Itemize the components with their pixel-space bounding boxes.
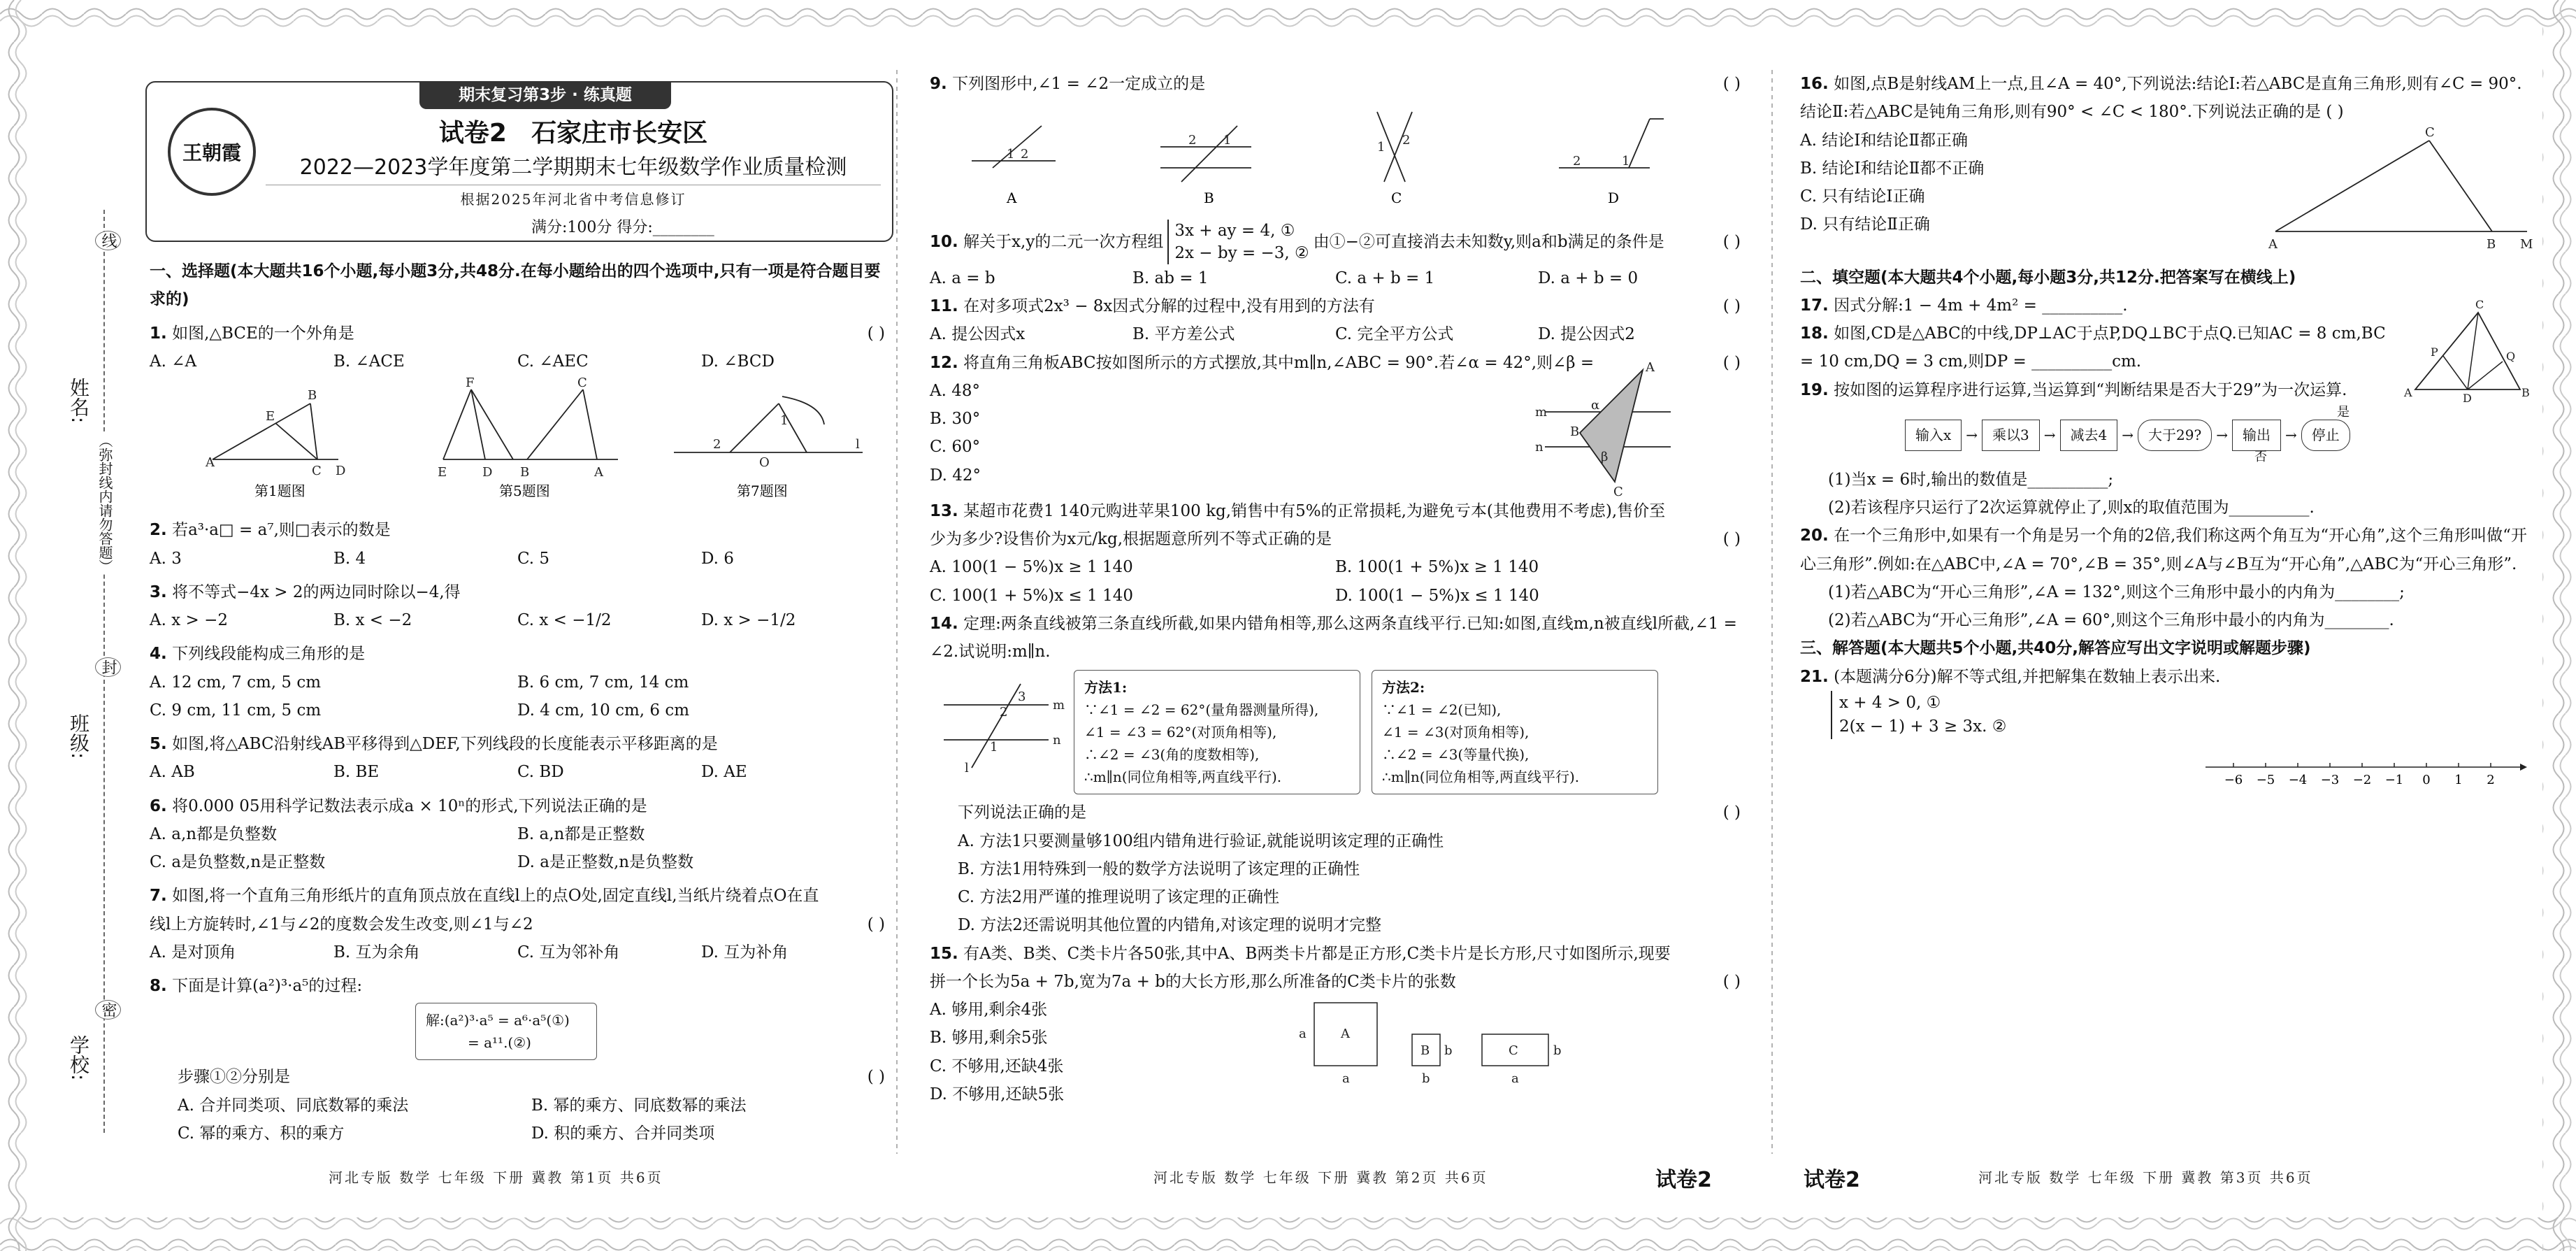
q10-option-a[interactable]: A. a = b: [930, 269, 995, 287]
question-5: [150, 730, 885, 758]
q7-option-d[interactable]: D. 互为补角: [701, 943, 789, 962]
q20-number: 20.: [1800, 527, 1829, 545]
q12-stem: 将直角三角板ABC按如图所示的方式摆放,其中m∥n,∠ABC = 90°.若∠α = 42°,则∠β =: [963, 353, 1595, 372]
q2-stem: 若a³·a□ = a⁷,则□表示的数是: [172, 521, 391, 540]
question-14: [930, 610, 1741, 666]
q14-m2-line-3: ∴∠2 = ∠3(等量代换),: [1382, 746, 1530, 764]
figure-q1: [213, 403, 338, 459]
q12-number: 12.: [930, 353, 958, 372]
svg-text:E: E: [438, 465, 447, 480]
svg-text:A: A: [1341, 1027, 1350, 1042]
question-10: [930, 220, 1741, 264]
q17-stem: 因式分解:1 − 4m + 4m² = __________.: [1834, 296, 2128, 315]
question-6: [150, 792, 885, 820]
q9-figures: [930, 98, 1741, 210]
q13-number: 13.: [930, 501, 958, 520]
svg-text:B: B: [1420, 1043, 1430, 1059]
flow-input: 输入x: [1905, 420, 1962, 451]
svg-text:2: 2: [713, 437, 721, 452]
q20-stem: 在一个三角形中,如果有一个角是另一个角的2倍,我们称这两个角互为“开心角”,这个三角形叫做“开心三角形”.例如:在△ABC中,∠A = 70°,∠B = 35°,则∠A与∠B互为“开心角”,△ABC为“开心三角形”.: [1800, 527, 2527, 573]
column-1: [150, 257, 885, 1148]
q14-method-1: [1074, 670, 1360, 794]
q3-number: 3.: [150, 582, 167, 601]
q15-cards-figure: [1293, 996, 1629, 1101]
q14-option-d[interactable]: D. 方法2还需说明其他位置的内错角,对该定理的说明才完整: [958, 916, 1382, 935]
q9-option-c[interactable]: C: [1391, 190, 1402, 207]
question-7: [150, 882, 885, 938]
q12-figure: [1531, 359, 1685, 499]
name-label: 姓名:: [67, 378, 90, 424]
svg-text:a: a: [1342, 1071, 1350, 1087]
q8-step-2: = a¹¹.(②): [468, 1034, 531, 1052]
logo-text: 王朝霞: [182, 141, 241, 164]
fig-caption-7: 第7题图: [737, 482, 788, 499]
q16-option-b[interactable]: B. 结论Ⅰ和结论Ⅱ都不正确: [1800, 159, 1985, 178]
seal-mark-line: 线: [95, 231, 121, 250]
q10-system: [1167, 220, 1309, 264]
q16-option-d[interactable]: D. 只有结论Ⅱ正确: [1800, 215, 1930, 234]
q12-option-c[interactable]: C. 60°: [930, 438, 981, 457]
q15-block: [930, 996, 1741, 1101]
q1-answer-paren[interactable]: ( ): [867, 324, 885, 343]
q19-number: 19.: [1800, 380, 1829, 399]
svg-text:n: n: [1053, 733, 1061, 748]
svg-text:E: E: [266, 409, 275, 424]
svg-text:a: a: [1299, 1027, 1307, 1042]
svg-text:B: B: [2521, 386, 2530, 399]
q19-sub-2: (2)若该程序只运行了2次运算就停止了,则x的取值范围为__________.: [1828, 499, 2315, 517]
axis-tick-label: 2: [2487, 772, 2495, 787]
school-label: 学校:: [67, 1035, 90, 1081]
figure-q7: [674, 396, 863, 452]
q4-option-d[interactable]: D. 4 cm, 10 cm, 6 cm: [517, 701, 690, 720]
q3-option-a[interactable]: A. x > −2: [150, 611, 229, 629]
q21-system: [1831, 691, 2534, 739]
q18-stem: 如图,CD是△ABC的中线,DP⊥AC于点P,DQ⊥BC于点Q.已知AC = 8 cm,BC = 10 cm,DQ = 3 cm,则DP = __________cm.: [1800, 324, 2386, 371]
exam-tag-right: 试卷2: [1804, 1168, 1860, 1192]
q11-option-a[interactable]: A. 提公因式x: [930, 325, 1026, 344]
q8-options: [150, 1092, 885, 1148]
q9-answer-paren[interactable]: ( ): [1722, 75, 1741, 93]
svg-text:n: n: [1535, 439, 1544, 455]
q5-option-d[interactable]: D. AE: [701, 763, 747, 782]
q4-number: 4.: [150, 645, 167, 664]
q8-option-d[interactable]: D. 积的乘方、合并同类项: [531, 1124, 715, 1143]
svg-text:2: 2: [1021, 147, 1029, 162]
q14-m2-line-4: ∴m∥n(同位角相等,两直线平行).: [1382, 769, 1580, 786]
q3-stem: 将不等式−4x > 2的两边同时除以−4,得: [172, 582, 461, 601]
q14-m1-line-1: ∵∠1 = ∠2 = 62°(量角器测量所得),: [1084, 701, 1319, 719]
svg-text:1: 1: [990, 740, 998, 755]
q7-options: [150, 938, 885, 966]
svg-text:C: C: [1509, 1043, 1518, 1059]
svg-text:C: C: [577, 376, 587, 390]
q11-option-b[interactable]: B. 平方差公式: [1132, 325, 1235, 344]
q14-option-c[interactable]: C. 方法2用严谨的推理说明了该定理的正确性: [958, 888, 1280, 907]
q1-stem: 如图,△BCE的一个外角是: [172, 324, 354, 343]
section-2-title: 二、填空题(本大题共4个小题,每小题3分,共12分.把答案写在横线上): [1800, 268, 2296, 287]
q2-option-b[interactable]: B. 4: [333, 549, 366, 568]
q1-number: 1.: [150, 324, 167, 343]
fig-caption-5: 第5题图: [499, 482, 550, 499]
q2-options: [150, 545, 885, 573]
svg-text:a: a: [1511, 1071, 1519, 1087]
question-13: [930, 497, 1741, 554]
q1-option-c[interactable]: C. ∠AEC: [517, 352, 589, 371]
q13-answer-paren[interactable]: ( ): [1722, 530, 1741, 549]
q14-ask-text: 下列说法正确的是: [958, 803, 1086, 822]
question-16: [1800, 70, 2534, 127]
q13-stem: 某超市花费1 140元购进苹果100 kg,销售中有5%的正常损耗,为避免亏本(其他费用不考虑),售价至少为多少?设售价为x元/kg,根据题意所列不等式正确的是: [930, 501, 1666, 549]
q14-m1-line-2: ∠1 = ∠3 = 62°(对顶角相等),: [1084, 724, 1277, 741]
q9-number: 9.: [930, 75, 947, 93]
fig-caption-1: 第1题图: [254, 482, 305, 499]
q8-option-a[interactable]: A. 合并同类项、同底数幂的乘法: [178, 1096, 409, 1115]
q14-m2-line-1: ∵∠1 = ∠2(已知),: [1382, 701, 1502, 719]
q16-option-a[interactable]: A. 结论Ⅰ和结论Ⅱ都正确: [1800, 131, 1968, 150]
q21-stem: (本题满分6分)解不等式组,并把解集在数轴上表示出来.: [1834, 667, 2221, 686]
q12-option-a[interactable]: A. 48°: [930, 381, 980, 400]
q9-stem: 下列图形中,∠1 = ∠2一定成立的是: [952, 75, 1206, 93]
q12-options: [930, 377, 1139, 489]
q11-option-d[interactable]: D. 提公因式2: [1538, 325, 1635, 344]
flow-yes-label: 是: [2337, 404, 2350, 420]
question-2: [150, 516, 885, 544]
svg-text:3: 3: [1018, 689, 1026, 705]
q2-option-a[interactable]: A. 3: [150, 549, 182, 568]
section-1-title: 一、选择题(本大题共16个小题,每小题3分,共48分.在每小题给出的四个选项中,只有一项是符合题目要求的): [150, 262, 881, 309]
svg-text:D: D: [482, 465, 493, 480]
q13-option-b[interactable]: B. 100(1 + 5%)x ≥ 1 140: [1335, 558, 1539, 577]
flow-greater-29: 大于29?: [2138, 420, 2212, 451]
q14-m1-line-3: ∴∠2 = ∠3(角的度数相等),: [1084, 746, 1260, 764]
q5-stem: 如图,将△ABC沿射线AB平移得到△DEF,下列线段的长度能表示平移距离的是: [172, 735, 718, 753]
q16-figure: [2261, 124, 2555, 252]
q11-options: [930, 320, 1741, 348]
q14-figure: [930, 670, 1063, 775]
svg-text:O: O: [759, 455, 770, 470]
q18-figure: [2401, 299, 2534, 403]
q16-option-c[interactable]: C. 只有结论Ⅰ正确: [1800, 187, 1925, 206]
q8-option-b[interactable]: B. 幂的乘方、同底数幂的乘法: [531, 1096, 747, 1115]
axis-tick-label: −2: [2352, 772, 2372, 787]
q12-option-b[interactable]: B. 30°: [930, 410, 981, 429]
q5-option-a[interactable]: A. AB: [150, 763, 195, 782]
section-3-title: 三、解答题(本大题共5个小题,共40分,解答应写出文字说明或解题步骤): [1800, 639, 2311, 658]
svg-text:B: B: [1570, 424, 1580, 439]
q10-stem-a: 解关于x,y的二元一次方程组: [963, 232, 1164, 251]
q21-ineq-1: x + 4 > 0, ①: [1839, 693, 1941, 712]
q10-number: 10.: [930, 232, 958, 251]
q15-options: [930, 996, 1139, 1108]
score-line: 满分:100分 得分:________: [531, 219, 714, 236]
q8-solution-box: [415, 1003, 597, 1060]
q15-option-c[interactable]: C. 不够用,还缺4张: [930, 1057, 1064, 1075]
svg-text:C: C: [2475, 298, 2484, 311]
column-3: [1800, 70, 2534, 804]
svg-text:m: m: [1535, 404, 1548, 420]
q20-sub-1: (1)若△ABC为“开心三角形”,∠A = 132°,则这个三角形中最小的内角为________;: [1828, 582, 2405, 601]
flow-output: 输出: [2232, 420, 2281, 451]
axis-tick-label: 0: [2422, 772, 2431, 787]
q14-figure-row: [930, 670, 1741, 794]
q15-option-a[interactable]: A. 够用,剩余4张: [930, 1001, 1048, 1020]
question-4: [150, 640, 885, 668]
q17-number: 17.: [1800, 296, 1829, 315]
q16-stem: 如图,点B是射线AM上一点,且∠A = 40°,下列说法:结论Ⅰ:若△ABC是直角三角形,则有∠C = 90°.结论Ⅱ:若△ABC是钝角三角形,则有90° < ∠C < 180°.下列说法正确的是: [1800, 75, 2522, 122]
svg-text:2: 2: [1188, 133, 1197, 148]
question-21: [1800, 663, 2534, 691]
q8-option-c[interactable]: C. 幂的乘方、积的乘方: [178, 1124, 345, 1143]
svg-text:B: B: [520, 465, 530, 480]
question-11: [930, 292, 1741, 320]
svg-text:1: 1: [780, 413, 789, 428]
q16-block: [1800, 124, 2534, 264]
axis-tick-label: −5: [2256, 772, 2275, 787]
q14-m2-line-2: ∠1 = ∠3(对顶角相等),: [1382, 724, 1530, 741]
exam-number: 试卷2: [438, 119, 507, 148]
q6-option-d[interactable]: D. a是正整数,n是负整数: [517, 853, 694, 871]
q21-ineq-2: 2(x − 1) + 3 ≥ 3x. ②: [1839, 717, 2007, 736]
q7-stem: 如图,将一个直角三角形纸片的直角顶点放在直线l上的点O处,固定直线l,当纸片绕着点O在直线l上方旋转时,∠1与∠2的度数会发生改变,则∠1与∠2: [150, 887, 819, 934]
q13-option-d[interactable]: D. 100(1 − 5%)x ≤ 1 140: [1335, 586, 1539, 605]
q15-stem: 有A类、B类、C类卡片各50张,其中A、B两类卡片都是正方形,C类卡片是长方形,尺寸如图所示,现要拼一个长为5a + 7b,宽为7a + b的大长方形,那么所准备的C类卡片的张数: [930, 944, 1671, 991]
flow-minus-4: 减去4: [2060, 420, 2118, 451]
svg-text:m: m: [1053, 698, 1065, 713]
axis-tick-label: 1: [2454, 772, 2463, 787]
exam-tag-left: 试卷2: [1655, 1168, 1712, 1192]
q10-stem-b: 由①−②可直接消去未知数y,则a和b满足的条件是: [1313, 232, 1664, 251]
q9-option-d[interactable]: D: [1608, 190, 1620, 207]
q6-option-b[interactable]: B. a,n都是正整数: [517, 824, 645, 843]
q7-option-b[interactable]: B. 互为余角: [333, 943, 420, 962]
svg-text:1: 1: [1377, 140, 1386, 155]
svg-text:A: A: [2404, 386, 2412, 399]
q6-options: [150, 820, 885, 877]
svg-text:2: 2: [1000, 705, 1008, 720]
q16-options: [1800, 127, 2150, 239]
footer-page-1: 河北专版 数学 七年级 下册 冀教 第1页 共6页: [329, 1169, 663, 1186]
q5-options: [150, 758, 885, 786]
q7-answer-paren[interactable]: ( ): [867, 915, 885, 934]
exam-title: 2022—2023学年度第二学期期末七年级数学作业质量检测: [299, 155, 847, 180]
axis-tick-label: −1: [2384, 772, 2404, 787]
q1-option-b[interactable]: B. ∠ACE: [333, 352, 405, 371]
q5-option-c[interactable]: C. BD: [517, 763, 564, 782]
q4-option-c[interactable]: C. 9 cm, 11 cm, 5 cm: [150, 701, 322, 720]
q1-option-a[interactable]: A. ∠A: [150, 352, 197, 371]
q7-option-c[interactable]: C. 互为邻补角: [517, 943, 620, 962]
column-2: [930, 70, 1741, 1101]
banner: 期末复习第3步 · 练真题: [419, 81, 671, 109]
svg-text:M: M: [2520, 236, 2533, 252]
q4-option-b[interactable]: B. 6 cm, 7 cm, 14 cm: [517, 673, 689, 692]
q10-eq2: 2x − by = −3, ②: [1174, 243, 1309, 262]
header: [145, 81, 893, 242]
q4-options: [150, 669, 885, 725]
svg-text:P: P: [2431, 345, 2438, 359]
flow-no-label: 否: [2254, 449, 2267, 464]
q15-answer-paren[interactable]: ( ): [1722, 972, 1741, 991]
svg-text:β: β: [1601, 449, 1609, 464]
q6-stem: 将0.000 05用科学记数法表示成a × 10ⁿ的形式,下列说法正确的是: [172, 796, 647, 815]
q11-option-c[interactable]: C. 完全平方公式: [1335, 325, 1454, 344]
q10-option-b[interactable]: B. ab = 1: [1132, 269, 1209, 287]
axis-tick-label: −3: [2320, 772, 2340, 787]
q10-option-c[interactable]: C. a + b = 1: [1335, 269, 1435, 287]
q18-number: 18.: [1800, 324, 1829, 343]
revision-note: 根据2025年河北省中考信息修订: [266, 185, 881, 208]
q15-number: 15.: [930, 944, 958, 963]
q1-options: [150, 348, 885, 376]
q14-option-a[interactable]: A. 方法1只要测量够100组内错角进行验证,就能说明该定理的正确性: [958, 831, 1444, 850]
q16-answer-paren[interactable]: ( ): [2326, 103, 2344, 122]
class-label: 班级:: [67, 713, 90, 759]
axis-tick-label: −6: [2224, 772, 2243, 787]
svg-text:b: b: [1553, 1043, 1562, 1059]
q2-number: 2.: [150, 521, 167, 540]
svg-text:1: 1: [1622, 154, 1630, 169]
q1-q5-q7-figures: [150, 376, 885, 501]
svg-text:Q: Q: [2506, 350, 2516, 363]
q6-option-a[interactable]: A. a,n都是负整数: [150, 824, 278, 843]
q15-option-b[interactable]: B. 够用,剩余5张: [930, 1029, 1048, 1048]
flow-times-3: 乘以3: [1982, 420, 2040, 451]
svg-text:A: A: [1646, 359, 1655, 375]
footer-page-2: 河北专版 数学 七年级 下册 冀教 第2页 共6页: [1153, 1169, 1488, 1186]
q3-option-b[interactable]: B. x < −2: [333, 611, 412, 629]
q10-option-d[interactable]: D. a + b = 0: [1538, 269, 1639, 287]
q15-option-d[interactable]: D. 不够用,还缺5张: [930, 1085, 1065, 1103]
svg-text:α: α: [1591, 397, 1600, 413]
q16-number: 16.: [1800, 75, 1829, 93]
q11-answer-paren[interactable]: ( ): [1722, 297, 1741, 316]
q14-m1-title: 方法1:: [1084, 679, 1128, 696]
q14-ask: [930, 799, 1741, 827]
q13-options: [930, 553, 1741, 610]
question-15: [930, 940, 1741, 996]
question-8: [150, 972, 885, 1000]
q13-option-a[interactable]: A. 100(1 − 5%)x ≥ 1 140: [930, 558, 1133, 577]
q10-options: [930, 264, 1741, 292]
q12-answer-paren[interactable]: ( ): [1722, 353, 1741, 372]
svg-text:b: b: [1422, 1071, 1430, 1087]
q2-option-c[interactable]: C. 5: [517, 549, 550, 568]
q14-option-b[interactable]: B. 方法1用特殊到一般的数学方法说明了该定理的正确性: [958, 859, 1360, 878]
q14-stem: 定理:两条直线被第三条直线所截,如果内错角相等,那么这两条直线平行.已知:如图,直线m,n被直线l所截,∠1 = ∠2.试说明:m∥n.: [930, 614, 1737, 662]
q7-number: 7.: [150, 887, 167, 906]
q8-number: 8.: [150, 977, 167, 995]
seal-line-note: （弥封线内请勿答题）: [95, 434, 115, 573]
logo: [168, 108, 256, 196]
q11-number: 11.: [930, 297, 958, 316]
svg-text:C: C: [2425, 124, 2435, 140]
q12-option-d[interactable]: D. 42°: [930, 466, 981, 485]
axis-tick-label: −4: [2288, 772, 2308, 787]
question-9: [930, 70, 1741, 98]
q8-stem: 下面是计算(a²)³·a⁵的过程:: [172, 977, 363, 995]
svg-text:2: 2: [1402, 133, 1411, 148]
svg-text:B: B: [2487, 236, 2496, 252]
q13-option-c[interactable]: C. 100(1 + 5%)x ≤ 1 140: [930, 586, 1133, 605]
svg-text:l: l: [856, 437, 860, 452]
q7-option-a[interactable]: A. 是对顶角: [150, 943, 236, 962]
question-20: [1800, 522, 2534, 578]
number-line: [2206, 753, 2527, 795]
svg-text:C: C: [1613, 484, 1623, 499]
question-3: [150, 578, 885, 606]
q8-ask-text: 步骤①②分别是: [178, 1068, 290, 1087]
q9-option-b[interactable]: B: [1204, 190, 1214, 207]
q14-number: 14.: [930, 614, 958, 633]
flow-stop: 停止: [2301, 420, 2350, 451]
q21-number: 21.: [1800, 667, 1829, 686]
q10-answer-paren[interactable]: ( ): [1722, 232, 1741, 251]
q3-option-d[interactable]: D. x > −1/2: [701, 611, 796, 629]
q14-method-2: [1372, 670, 1658, 794]
q10-eq1: 3x + ay = 4, ①: [1174, 221, 1295, 240]
q19-sub-1: (1)当x = 6时,输出的数值是__________;: [1828, 470, 2114, 489]
svg-text:B: B: [308, 388, 317, 403]
svg-text:F: F: [466, 376, 475, 390]
question-1: [150, 320, 885, 348]
exam-region: 石家庄市长安区: [531, 119, 708, 148]
q6-option-c[interactable]: C. a是负整数,n是正整数: [150, 853, 326, 871]
svg-text:b: b: [1444, 1043, 1453, 1059]
q19-stem: 按如图的运算程序进行运算,当运算到“判断结果是否大于29”为一次运算.: [1834, 380, 2347, 399]
svg-text:l: l: [965, 761, 969, 776]
svg-text:A: A: [594, 465, 603, 480]
q4-stem: 下列线段能构成三角形的是: [172, 645, 366, 664]
q6-number: 6.: [150, 796, 167, 815]
q3-option-c[interactable]: C. x < −1/2: [517, 611, 612, 629]
svg-text:1: 1: [1007, 147, 1015, 162]
q14-answer-paren[interactable]: ( ): [1722, 803, 1741, 822]
q8-ask: [150, 1063, 885, 1091]
svg-text:A: A: [206, 455, 215, 470]
footer-page-3: 河北专版 数学 七年级 下册 冀教 第3页 共6页: [1978, 1169, 2313, 1186]
svg-text:A: A: [2268, 236, 2278, 252]
q2-option-d[interactable]: D. 6: [701, 549, 734, 568]
svg-text:D: D: [336, 464, 346, 478]
seal-mark-secret: 密: [95, 1000, 121, 1020]
q14-m1-line-4: ∴m∥n(同位角相等,两直线平行).: [1084, 769, 1282, 786]
figure-q5: [443, 389, 618, 459]
q8-step-1: 解:(a²)³·a⁵ = a⁶·a⁵(①): [426, 1012, 570, 1029]
q19-flowchart: 输入x → 乘以3 → 减去4 → 大于29? → 输出 → 停止 是 否: [1905, 407, 2534, 463]
q5-number: 5.: [150, 735, 167, 753]
q20-sub-2: (2)若△ABC为“开心三角形”,∠A = 60°,则这个三角形中最小的内角为________.: [1828, 611, 2394, 629]
svg-text:1: 1: [1223, 133, 1232, 148]
seal-mark-seal: 封: [95, 657, 121, 677]
q5-option-b[interactable]: B. BE: [333, 763, 380, 782]
q1-option-d[interactable]: D. ∠BCD: [701, 352, 775, 371]
q9-option-a[interactable]: A: [1007, 190, 1017, 207]
q11-stem: 在对多项式2x³ − 8x因式分解的过程中,没有用到的方法有: [963, 297, 1375, 316]
q4-option-a[interactable]: A. 12 cm, 7 cm, 5 cm: [150, 673, 322, 692]
q8-answer-paren[interactable]: ( ): [867, 1068, 885, 1087]
svg-text:C: C: [312, 464, 322, 478]
svg-text:D: D: [2463, 392, 2472, 405]
q3-options: [150, 606, 885, 634]
q14-m2-title: 方法2:: [1382, 679, 1425, 696]
q14-options: [930, 827, 1741, 940]
svg-text:2: 2: [1573, 154, 1581, 169]
